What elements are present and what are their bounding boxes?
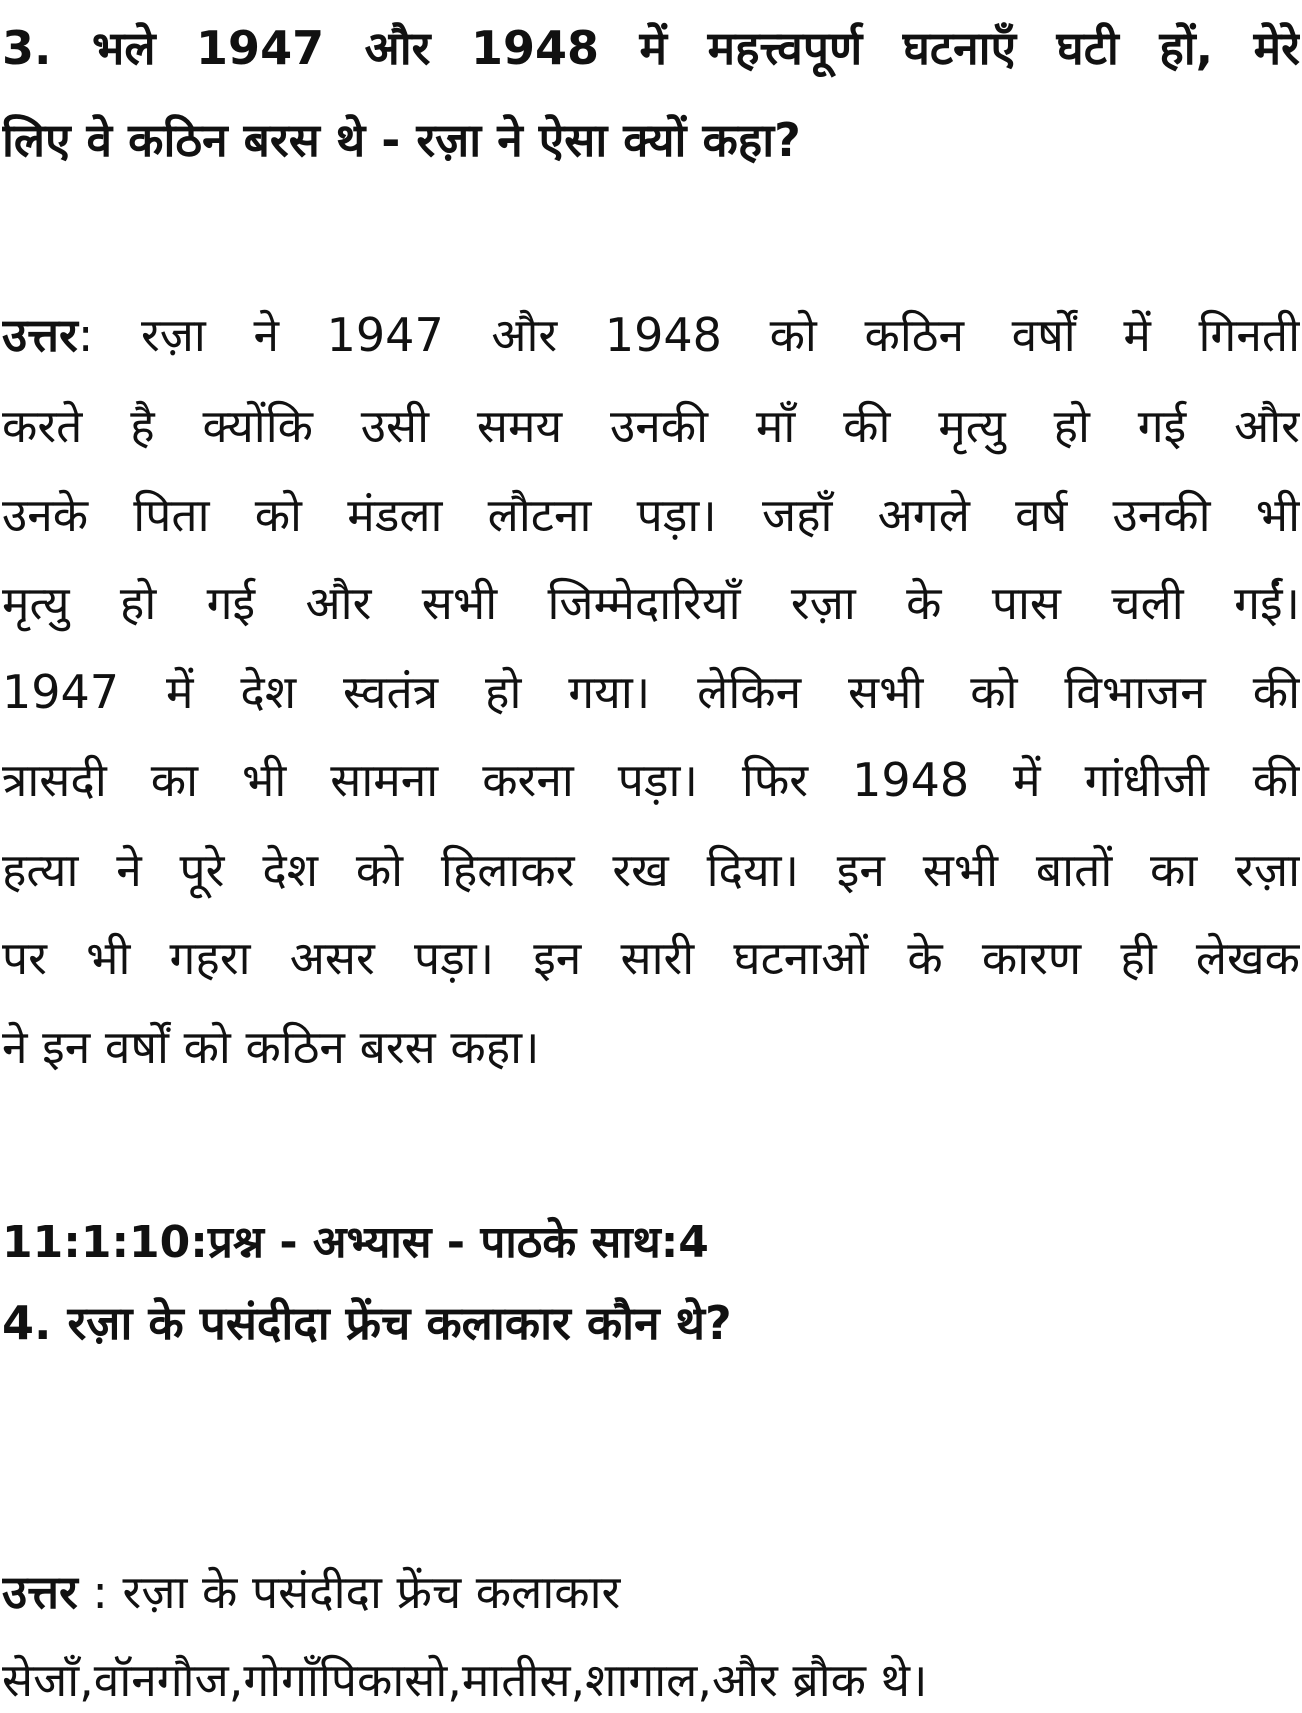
answer-3-line-6: त्रासदी का भी सामना करना पड़ा। फिर 1948 में गांधीजी की: [2, 753, 1300, 807]
question-4-line-1: 4. रज़ा के पसंदीदा फ्रेंच कलाकार कौन थे?: [2, 1296, 732, 1350]
answer-3-line-2: करते है क्योंकि उसी समय उनकी माँ की मृत्यु हो गई और: [2, 399, 1300, 453]
answer-4-line-2: सेजाँ,वॉनगौज,गोगाँपिकासो,मातीस,शागाल,और ब्रौक थे।: [2, 1653, 928, 1707]
answer-3-line-9: ने इन वर्षों को कठिन बरस कहा।: [2, 1020, 540, 1074]
answer-3-line-8: पर भी गहरा असर पड़ा। इन सारी घटनाओं के कारण ही लेखक: [2, 931, 1300, 985]
answer-3-text-start: : रज़ा ने 1947 और 1948 को कठिन वर्षों में गिनती: [77, 308, 1300, 362]
question-3-line-2: लिए वे कठिन बरस थे - रज़ा ने ऐसा क्यों कहा?: [2, 113, 801, 167]
answer-3-line-1: [2, 305, 1300, 365]
question-reference: 11:1:10:प्रश्न - अभ्यास - पाठके साथ:4: [2, 1217, 709, 1268]
answer-label: उत्तर: [2, 1565, 78, 1619]
answer-3-line-5: 1947 में देश स्वतंत्र हो गया। लेकिन सभी को विभाजन की: [2, 665, 1300, 719]
answer-4-line-1: [2, 1562, 1300, 1622]
answer-label: उत्तर: [2, 308, 78, 362]
question-3-line-1: 3. भले 1947 और 1948 में महत्त्वपूर्ण घटनाएँ घटी हों, मेरे: [2, 21, 1300, 75]
answer-3-line-3: उनके पिता को मंडला लौटना पड़ा। जहाँ अगले वर्ष उनकी भी: [2, 488, 1300, 542]
answer-3-line-7: हत्या ने पूरे देश को हिलाकर रख दिया। इन सभी बातों का रज़ा: [2, 843, 1300, 897]
answer-4-text-start: : रज़ा के पसंदीदा फ्रेंच कलाकार: [77, 1565, 621, 1619]
answer-3-line-4: मृत्यु हो गई और सभी जिम्मेदारियाँ रज़ा के पास चली गईं।: [2, 576, 1300, 630]
